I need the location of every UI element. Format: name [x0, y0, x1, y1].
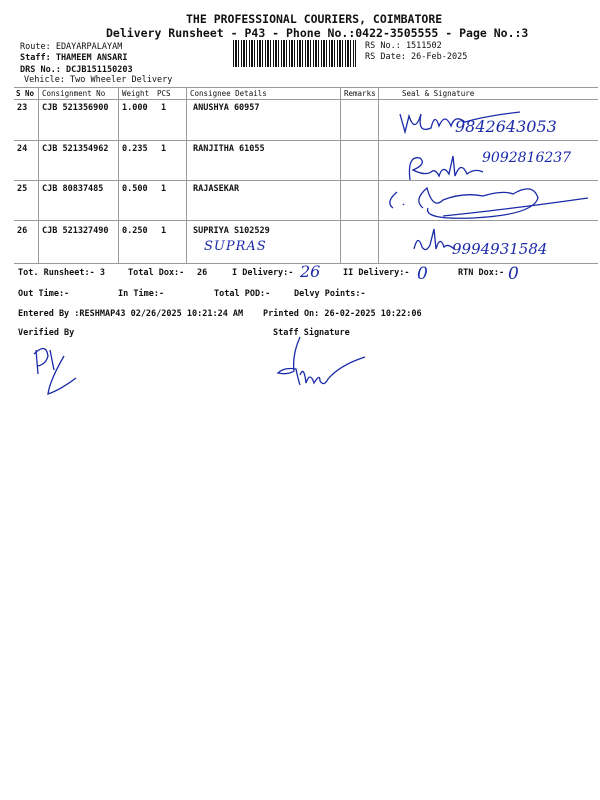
row-consignment: CJB 521327490: [42, 226, 109, 236]
col-consignee: Consignee Details: [190, 89, 267, 98]
row-pcs: 1: [161, 226, 167, 236]
row-sno: 24: [17, 144, 28, 154]
col-consignment: Consignment No: [42, 89, 106, 98]
col-seal-signature: Seal & Signature: [402, 89, 475, 98]
i-delivery: 26: [300, 262, 321, 281]
row-weight: 0.250: [122, 226, 148, 236]
barcode: [233, 40, 356, 67]
route: Route: EDAYARPALAYAM: [20, 42, 123, 52]
out-time: Out Time:-: [18, 289, 70, 299]
row-consignee: SUPRIYA S102529: [193, 226, 270, 236]
verifier-signature: [30, 340, 80, 400]
drs-number: DRS No.: DCJB151150203: [20, 65, 133, 75]
runsheet-subtitle: Delivery Runsheet - P43 - Phone No.:0422-3505555 - Page No.:3: [106, 26, 529, 40]
staff-signature: [270, 335, 370, 395]
entered-by: Entered By :RESHMAP43 02/26/2025 10:21:24 AM: [18, 309, 244, 319]
handwritten-phone: 9092816237: [482, 150, 572, 166]
row-weight: 0.500: [122, 184, 148, 194]
col-pcs: PCS: [157, 89, 171, 98]
tot-runsheet: Tot. Runsheet:- 3: [18, 268, 105, 278]
recipient-signature: [383, 180, 593, 225]
row-pcs: 1: [161, 144, 167, 154]
verified-by-label: Verified By: [18, 328, 75, 338]
row-consignee: ANUSHYA 60957: [193, 103, 260, 113]
row-pcs: 1: [161, 184, 167, 194]
recipient-signature: [410, 225, 460, 257]
total-dox: 26: [197, 268, 208, 278]
rs-date: RS Date: 26-Feb-2025: [365, 52, 468, 62]
row-consignment: CJB 80837485: [42, 184, 104, 194]
row-weight: 1.000: [122, 103, 148, 113]
total-pod: Total POD:-: [214, 289, 271, 299]
row-consignee: RANJITHA 61055: [193, 144, 265, 154]
row-sno: 23: [17, 103, 28, 113]
col-sno: S No: [16, 89, 35, 98]
ii-delivery-label: II Delivery:-: [343, 268, 410, 278]
handwritten-phone: 9994931584: [452, 240, 548, 258]
company-title: THE PROFESSIONAL COURIERS, COIMBATORE: [186, 12, 443, 26]
handwritten-note: SUPRAS: [204, 239, 267, 254]
col-remarks: Remarks: [344, 89, 376, 98]
printed-on: Printed On: 26-02-2025 10:22:06: [263, 309, 422, 319]
row-pcs: 1: [161, 103, 167, 113]
total-dox-label: Total Dox:-: [128, 268, 185, 278]
delvy-points: Delvy Points:-: [294, 289, 366, 299]
vehicle: Vehicle: Two Wheeler Delivery: [24, 75, 173, 85]
staff-signature-label: Staff Signature: [273, 328, 350, 338]
staff: Staff: THAMEEM ANSARI: [20, 53, 128, 63]
in-time: In Time:-: [118, 289, 165, 299]
row-consignee: RAJASEKAR: [193, 184, 240, 194]
rtn-dox: 0: [508, 264, 519, 284]
row-sno: 26: [17, 226, 28, 236]
i-delivery-label: I Delivery:-: [232, 268, 294, 278]
row-consignment: CJB 521354962: [42, 144, 109, 154]
handwritten-phone: 9842643053: [455, 117, 557, 136]
ii-delivery: 0: [417, 264, 428, 284]
recipient-signature: [395, 104, 525, 138]
rtn-dox-label: RTN Dox:-: [458, 268, 505, 278]
recipient-signature: [405, 150, 485, 184]
row-weight: 0.235: [122, 144, 148, 154]
rs-number: RS No.: 1511502: [365, 41, 442, 51]
row-consignment: CJB 521356900: [42, 103, 109, 113]
row-sno: 25: [17, 184, 28, 194]
col-weight: Weight: [122, 89, 150, 98]
